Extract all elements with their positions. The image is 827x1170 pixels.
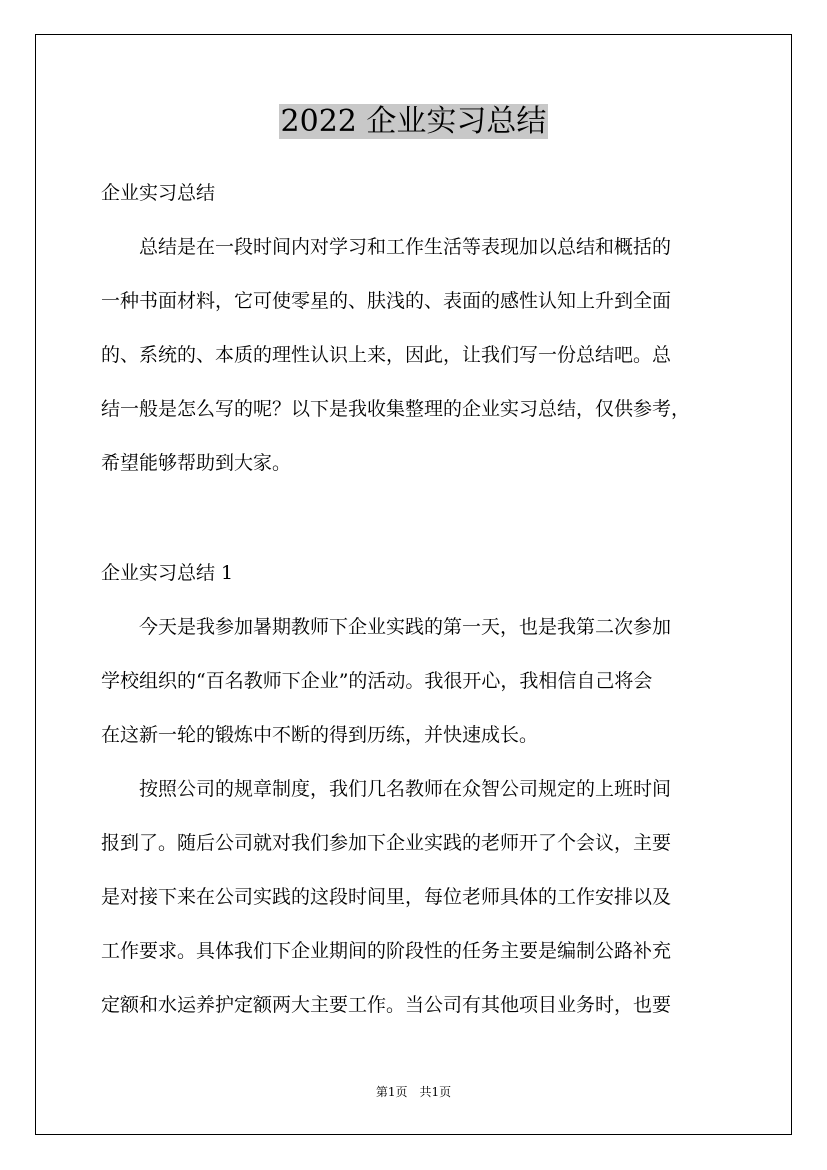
paragraph-line: 的、系统的、本质的理性认识上来，因此，让我们写一份总结吧。总 <box>101 344 672 366</box>
paragraph-line: 今天是我参加暑期教师下企业实践的第一天，也是我第二次参加 <box>101 616 672 638</box>
paragraph-line: 总结是在一段时间内对学习和工作生活等表现加以总结和概括的 <box>101 236 672 258</box>
paragraph-line: 希望能够帮助到大家。 <box>101 452 292 474</box>
document-title <box>0 100 827 144</box>
paragraph-line: 一种书面材料，它可使零星的、肤浅的、表面的感性认知上升到全面 <box>101 290 672 312</box>
paragraph-line: 是对接下来在公司实践的这段时间里，每位老师具体的工作安排以及 <box>101 886 672 908</box>
paragraph-line: 结一般是怎么写的呢？以下是我收集整理的企业实习总结，仅供参考， <box>101 398 691 420</box>
paragraph-line: 在这新一轮的锻炼中不断的得到历练，并快速成长。 <box>101 724 539 746</box>
section1-paragraph-1 <box>101 600 741 762</box>
section-heading: 企业实习总结 1 <box>101 562 234 584</box>
paragraph-line: 定额和水运养护定额两大主要工作。当公司有其他项目业务时，也要 <box>101 994 672 1016</box>
paragraph-line: 报到了。随后公司就对我们参加下企业实践的老师开了个会议，主要 <box>101 832 672 854</box>
document-subtitle: 企业实习总结 <box>101 182 216 204</box>
paragraph-line: 按照公司的规章制度，我们几名教师在众智公司规定的上班时间 <box>101 778 672 800</box>
page-number: 第1页 共1页 <box>375 1085 452 1099</box>
paragraph-line: 工作要求。具体我们下企业期间的阶段性的任务主要是编制公路补充 <box>101 940 672 962</box>
intro-paragraph <box>101 220 741 490</box>
section1-paragraph-2 <box>101 762 741 1032</box>
paragraph-line: 学校组织的“百名教师下企业”的活动。我很开心，我相信自己将会 <box>101 670 653 692</box>
document-title-text: 2022 企业实习总结 <box>280 104 547 139</box>
